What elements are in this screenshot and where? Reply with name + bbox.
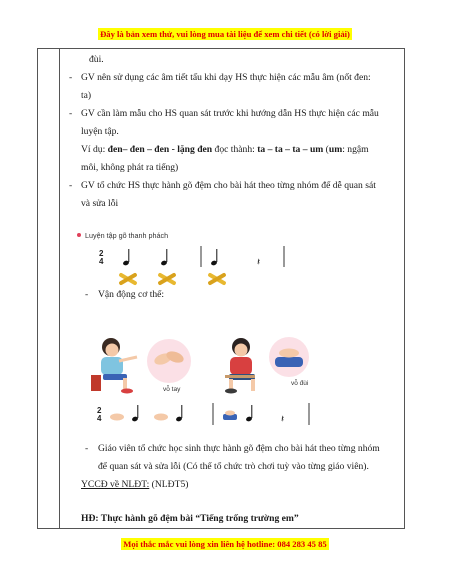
preview-banner-text: Đây là bản xem thử, vui lòng mua tài liệu để xem chi tiết (có lời giải) <box>100 29 350 39</box>
example-open: ( <box>323 144 329 155</box>
example-mid: đọc thành: <box>212 144 258 155</box>
example-rest: : ngậm <box>342 144 369 155</box>
example-prefix: Ví dụ: <box>81 144 108 155</box>
lesson-table <box>37 48 405 529</box>
text-line: môi, không phát ra tiếng) <box>81 162 179 173</box>
preview-banner <box>0 29 450 39</box>
clap-hands-small-icon <box>110 414 124 421</box>
quarter-rest-icon: 𝄽 <box>281 414 285 425</box>
yccd-line <box>81 477 188 493</box>
clap-hands-small-icon <box>154 414 168 421</box>
quarter-note-icon <box>210 249 217 266</box>
text-line: để quan sát và sửa lỗi (Có thể tổ chức trò chơi tuỳ vào từng giáo viên). <box>98 461 369 472</box>
boy-patting-illustration <box>225 338 255 394</box>
text-line: GV cần làm mẫu cho HS quan sát trước khi hướng dẫn HS thực hiện các mẫu <box>81 108 379 119</box>
bullet-dot-icon <box>77 233 81 237</box>
time-signature-top: 2 <box>99 249 104 258</box>
example-pattern: đen– đen – đen - lặng đen <box>107 144 213 155</box>
example-um: um <box>328 144 343 155</box>
hotline-banner <box>0 539 450 549</box>
clap-label: vỗ tay <box>163 386 181 393</box>
time-signature-bottom: 4 <box>99 257 104 266</box>
text-line: và sửa lỗi <box>81 198 119 209</box>
girl-clapping-illustration <box>91 338 137 394</box>
table-left-column <box>38 49 60 528</box>
clapper-icon <box>157 272 176 285</box>
bullet-dash: - <box>85 443 89 454</box>
text-line: đùi. <box>89 54 104 65</box>
clapper-icon <box>118 272 137 285</box>
quarter-rest-icon: 𝄽 <box>257 257 261 268</box>
time-signature-top: 2 <box>97 406 102 415</box>
yccd-value: (NLĐT5) <box>149 479 189 490</box>
yccd-label: YCCĐ về NLĐT: <box>81 479 150 490</box>
quarter-note-icon <box>122 249 129 266</box>
quarter-note-icon <box>175 405 182 422</box>
activity-heading: HĐ: Thực hành gõ đệm bài “Tiếng trống trường em” <box>81 513 299 524</box>
bullet-dash: - <box>69 180 73 191</box>
time-signature-bottom: 4 <box>97 414 102 423</box>
text-line: ta) <box>81 90 92 101</box>
bullet-dash: - <box>85 289 89 300</box>
text-line: GV nên sử dụng các âm tiết tấu khi dạy HS thực hiện các mẫu âm (nốt đen: <box>81 72 371 83</box>
pat-label: vỗ đùi <box>291 380 309 387</box>
text-line: GV tổ chức HS thực hành gõ đệm cho bài hát theo từng nhóm để dễ quan sát <box>81 180 376 191</box>
quarter-note-icon <box>160 249 167 266</box>
text-line: luyện tập. <box>81 126 119 137</box>
bullet-dash: - <box>69 72 73 83</box>
body-percussion-svg <box>91 335 341 427</box>
figure-title: Luyện tập gõ thanh phách <box>85 231 169 240</box>
clapper-icon <box>207 272 226 285</box>
pat-thigh-small-icon <box>223 411 237 421</box>
rhythm-figure <box>73 227 313 289</box>
example-line <box>81 142 369 158</box>
hotline-banner-text: Mọi thắc mắc vui lòng xin liên hệ hotline: 084 283 45 85 <box>123 539 327 549</box>
text-line: Giáo viên tổ chức học sinh thực hành gõ đệm cho bài hát theo từng nhóm <box>98 443 380 454</box>
quarter-note-icon <box>131 405 138 422</box>
text-line: Vận động cơ thể: <box>98 289 165 300</box>
quarter-note-icon <box>245 405 252 422</box>
bullet-dash: - <box>69 108 73 119</box>
example-reading: ta – ta – ta – um <box>257 144 324 155</box>
body-percussion-figure <box>91 335 341 427</box>
rhythm-figure-svg <box>73 227 313 289</box>
